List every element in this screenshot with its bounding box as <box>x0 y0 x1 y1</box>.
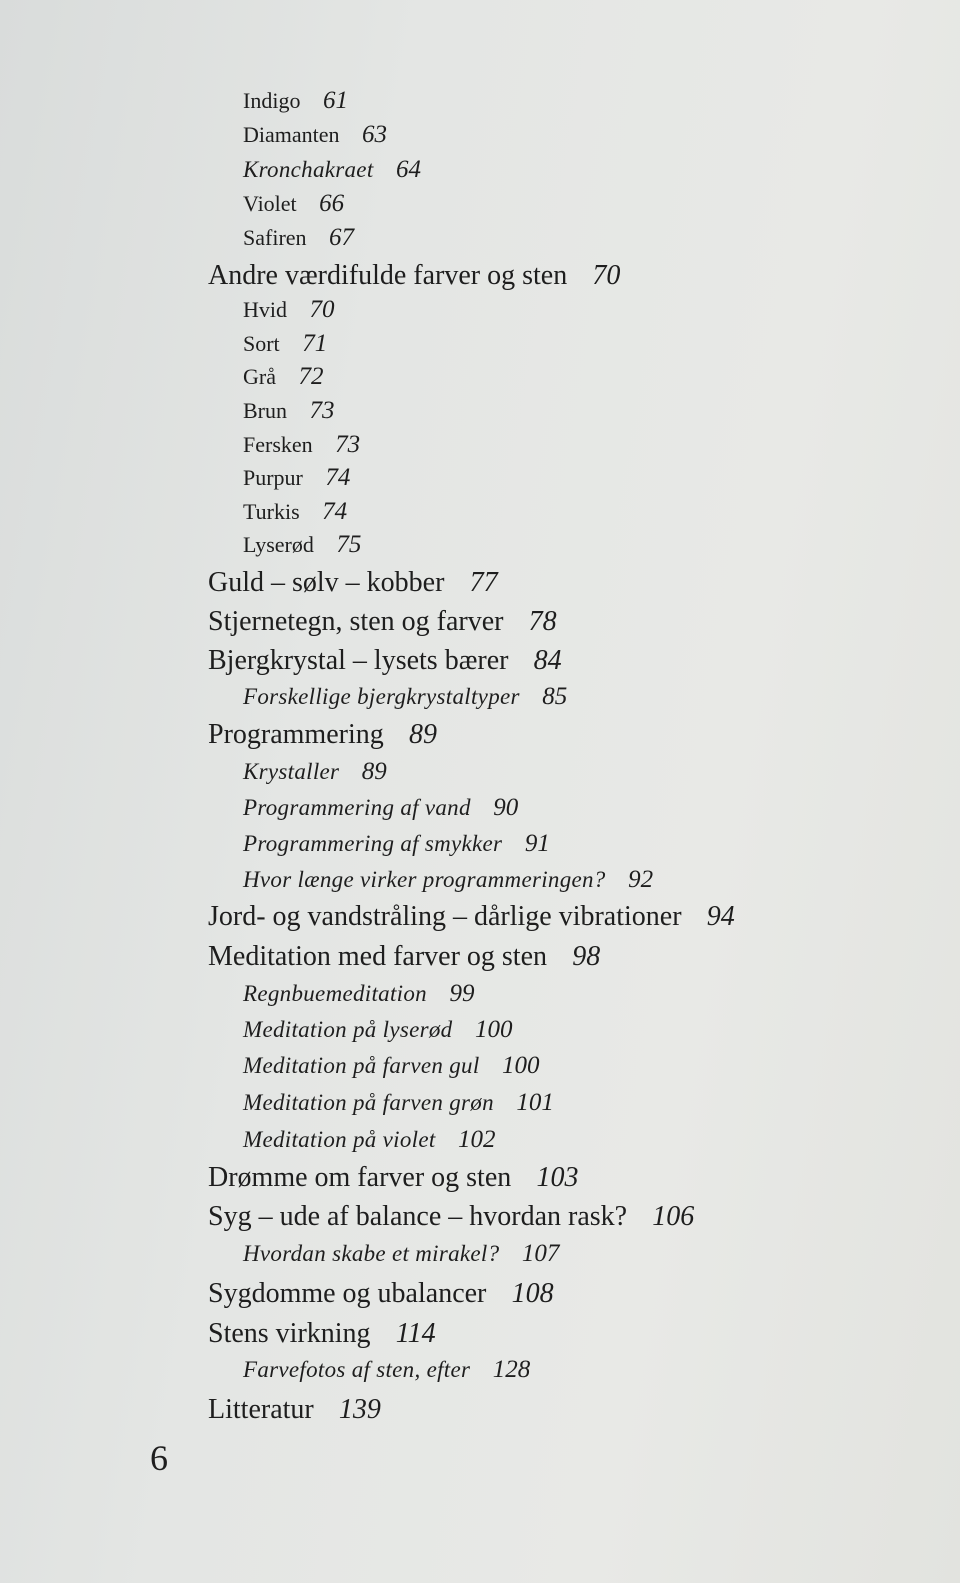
toc-entry-title: Litteratur <box>208 1394 314 1425</box>
toc-chapter-entry <box>208 943 600 971</box>
toc-entry-title: Hvor længe virker programmeringen? <box>243 867 606 892</box>
page-number: 6 <box>150 1438 168 1478</box>
toc-entry-title: Meditation på farven gul <box>243 1053 480 1078</box>
toc-entry-title: Kronchakraet <box>243 157 374 182</box>
toc-entry-title: Sort <box>243 331 280 356</box>
toc-entry-page-number: 63 <box>362 121 388 148</box>
toc-chapter-entry <box>208 1320 436 1348</box>
toc-entry-page-number: 66 <box>319 190 345 217</box>
toc-entry-title: Purpur <box>243 465 303 490</box>
toc-entry-title: Meditation med farver og sten <box>208 941 548 972</box>
toc-entry-title: Sygdomme og ubalancer <box>208 1278 487 1309</box>
toc-entry-page-number: 102 <box>458 1126 496 1153</box>
toc-entry-page-number: 114 <box>395 1318 436 1349</box>
toc-entry-page-number: 92 <box>628 866 654 893</box>
toc-section-entry <box>243 465 350 490</box>
toc-chapter-entry <box>208 1164 578 1192</box>
toc-entry-title: Stjernetegn, sten og farver <box>208 606 504 637</box>
toc-entry-title: Hvid <box>243 297 287 322</box>
toc-entry-title: Krystaller <box>243 759 340 784</box>
toc-entry-page-number: 67 <box>329 224 355 251</box>
toc-entry-title: Safiren <box>243 225 307 250</box>
toc-chapter-entry <box>208 647 562 675</box>
toc-chapter-entry <box>208 1203 694 1231</box>
toc-section-entry <box>243 88 348 113</box>
toc-entry-title: Programmering af vand <box>243 795 471 820</box>
toc-entry-page-number: 89 <box>408 719 437 750</box>
toc-section-entry <box>243 499 347 524</box>
toc-entry-title: Programmering <box>208 719 384 750</box>
toc-entry-page-number: 77 <box>469 567 498 598</box>
toc-entry-page-number: 85 <box>542 683 568 710</box>
toc-entry-page-number: 71 <box>302 330 328 357</box>
toc-section-entry <box>243 297 335 322</box>
toc-section-entry <box>243 684 567 709</box>
toc-entry-page-number: 108 <box>511 1278 554 1309</box>
toc-section-entry <box>243 981 474 1006</box>
toc-section-entry <box>243 191 344 216</box>
toc-entry-title: Jord- og vandstråling – dårlige vibrationer <box>208 901 682 932</box>
toc-entry-title: Indigo <box>243 88 301 113</box>
toc-section-entry <box>243 795 518 820</box>
toc-entry-page-number: 64 <box>396 156 422 183</box>
toc-section-entry <box>243 1017 512 1042</box>
toc-section-entry <box>243 1357 530 1382</box>
toc-entry-title: Programmering af smykker <box>243 831 503 856</box>
toc-entry-title: Syg – ude af balance – hvordan rask? <box>208 1201 628 1232</box>
toc-entry-title: Turkis <box>243 499 300 524</box>
toc-entry-title: Grå <box>243 364 276 389</box>
toc-entry-page-number: 73 <box>335 431 361 458</box>
toc-chapter-entry <box>208 569 498 597</box>
toc-entry-title: Farvefotos af sten, efter <box>243 1357 471 1382</box>
toc-entry-page-number: 101 <box>516 1089 554 1116</box>
toc-section-entry <box>243 398 335 423</box>
toc-entry-title: Drømme om farver og sten <box>208 1162 512 1193</box>
toc-section-entry <box>243 364 323 389</box>
toc-entry-page-number: 89 <box>361 758 387 785</box>
toc-section-entry <box>243 225 354 250</box>
toc-entry-page-number: 78 <box>528 606 557 637</box>
toc-entry-title: Fersken <box>243 432 313 457</box>
toc-chapter-entry <box>208 262 620 290</box>
toc-chapter-entry <box>208 1396 381 1424</box>
toc-section-entry <box>243 1090 554 1115</box>
toc-entry-page-number: 73 <box>309 397 335 424</box>
toc-chapter-entry <box>208 608 557 636</box>
toc-chapter-entry <box>208 903 735 931</box>
toc-section-entry <box>243 1127 496 1152</box>
toc-entry-page-number: 98 <box>572 941 601 972</box>
toc-entry-title: Brun <box>243 398 287 423</box>
toc-section-entry <box>243 157 421 182</box>
toc-entry-title: Guld – sølv – kobber <box>208 567 445 598</box>
toc-entry-page-number: 139 <box>338 1394 381 1425</box>
toc-entry-page-number: 75 <box>336 531 362 558</box>
toc-entry-title: Meditation på violet <box>243 1127 436 1152</box>
toc-entry-page-number: 70 <box>309 296 335 323</box>
toc-entry-title: Andre værdifulde farver og sten <box>208 260 568 291</box>
toc-entry-page-number: 90 <box>493 794 519 821</box>
toc-entry-title: Diamanten <box>243 122 340 147</box>
toc-entry-title: Lyserød <box>243 532 314 557</box>
toc-section-entry <box>243 331 327 356</box>
toc-section-entry <box>243 532 361 557</box>
toc-entry-page-number: 91 <box>524 830 550 857</box>
toc-section-entry <box>243 432 360 457</box>
toc-entry-page-number: 107 <box>521 1240 560 1267</box>
toc-entry-page-number: 72 <box>298 363 324 390</box>
toc-section-entry <box>243 831 550 856</box>
toc-entry-title: Forskellige bjergkrystaltyper <box>243 684 520 709</box>
toc-entry-page-number: 84 <box>533 645 562 676</box>
toc-entry-page-number: 61 <box>322 87 348 114</box>
toc-entry-page-number: 70 <box>592 260 621 291</box>
toc-entry-title: Hvordan skabe et mirakel? <box>243 1241 500 1266</box>
toc-entry-title: Meditation på lyserød <box>243 1017 453 1042</box>
toc-entry-page-number: 128 <box>492 1356 531 1383</box>
toc-entry-page-number: 99 <box>449 980 475 1007</box>
toc-entry-page-number: 106 <box>652 1201 695 1232</box>
toc-entry-page-number: 74 <box>322 498 348 525</box>
toc-section-entry <box>243 1241 559 1266</box>
toc-entry-page-number: 94 <box>706 901 735 932</box>
toc-entry-title: Meditation på farven grøn <box>243 1090 494 1115</box>
toc-chapter-entry <box>208 1280 554 1308</box>
toc-section-entry <box>243 1053 540 1078</box>
toc-entry-page-number: 74 <box>325 464 351 491</box>
toc-entry-title: Violet <box>243 191 297 216</box>
toc-entry-page-number: 100 <box>474 1016 513 1043</box>
toc-entry-page-number: 103 <box>536 1162 579 1193</box>
toc-entry-title: Regnbuemeditation <box>243 981 427 1006</box>
toc-section-entry <box>243 867 653 892</box>
toc-chapter-entry <box>208 721 437 749</box>
toc-entry-page-number: 100 <box>502 1052 540 1079</box>
toc-entry-title: Stens virkning <box>208 1318 371 1349</box>
toc-section-entry <box>243 122 387 147</box>
toc-section-entry <box>243 759 387 784</box>
toc-entry-title: Bjergkrystal – lysets bærer <box>208 645 509 676</box>
